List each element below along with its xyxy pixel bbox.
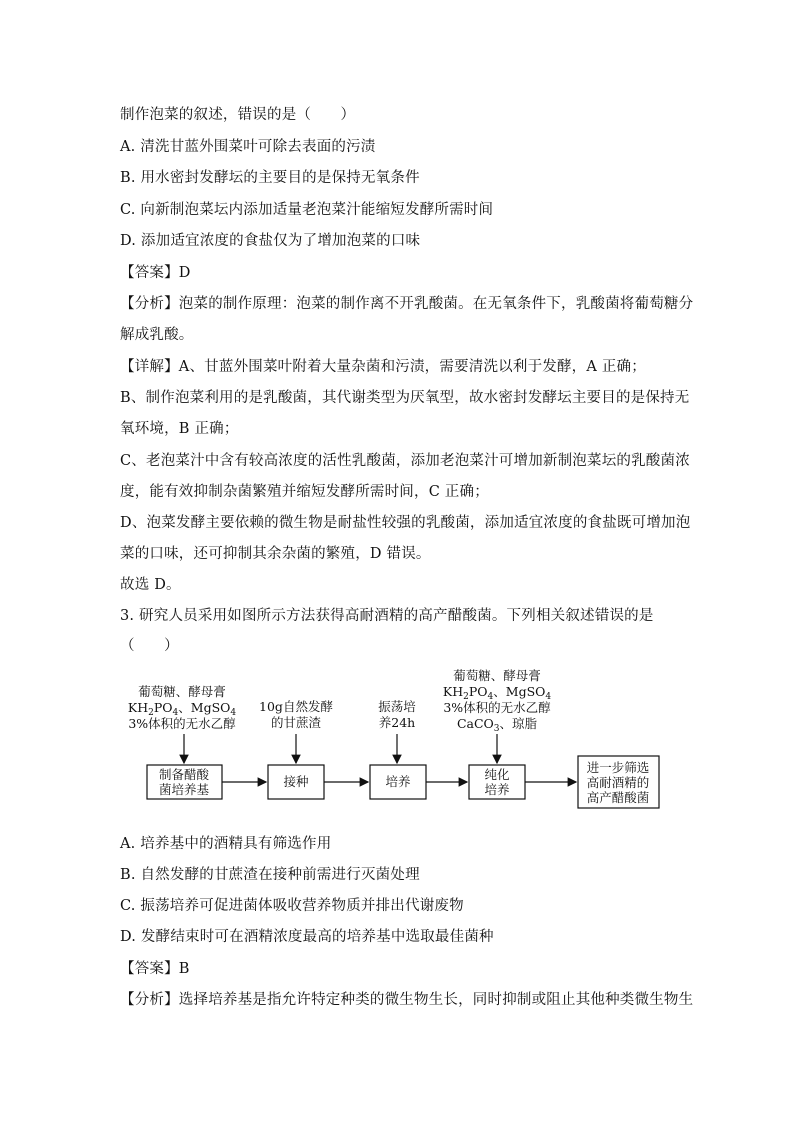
q3-option-a: A. 培养基中的酒精具有筛选作用 — [120, 836, 332, 852]
input1-line2: $KH_2PO_4$、MgSO$_4$ — [127, 700, 237, 718]
box2-label: 接种 — [283, 774, 309, 789]
q2-answer: 【答案】D — [120, 265, 191, 281]
q2-detail-line-1: 【详解】A、甘蓝外围菜叶附着大量杂菌和污渍，需要清洗以利于发酵，A 正确； — [120, 359, 646, 375]
box1-line1: 制备醋酸 — [158, 767, 210, 782]
box4-line1: 纯化 — [484, 767, 510, 782]
q2-analysis-line-2: 解成乳酸。 — [120, 327, 194, 343]
q2-option-d: D. 添加适宜浓度的食盐仅为了增加泡菜的口味 — [120, 233, 421, 249]
input4-line1: 葡萄糖、酵母膏 — [453, 668, 541, 683]
q3-option-d: D. 发酵结束时可在酒精浓度最高的培养基中选取最佳菌种 — [120, 929, 494, 945]
box-prepare-medium — [147, 765, 222, 799]
input3-line1: 振荡培 — [378, 699, 416, 714]
input4-line4: CaCO$_3$、琼脂 — [456, 716, 538, 734]
q2-detail-line-6: D、泡菜发酵主要依赖的微生物是耐盐性较强的乳酸菌，添加适宜浓度的食盐既可增加泡 — [120, 515, 691, 531]
q2-detail-line-4: C、老泡菜汁中含有较高浓度的活性乳酸菌，添加老泡菜汁可增加新制泡菜坛的乳酸菌浓 — [120, 453, 690, 469]
q2-option-b: B. 用水密封发酵坛的主要目的是保持无氧条件 — [120, 170, 420, 186]
box5-line3: 高产醋酸菌 — [586, 790, 650, 805]
box3-label: 培养 — [385, 774, 411, 789]
q2-stem-tail: 制作泡菜的叙述，错误的是（ ） — [120, 107, 356, 123]
q3-analysis: 【分析】选择培养基是指允许特定种类的微生物生长，同时抑制或阻止其他种类微生物生 — [120, 992, 694, 1008]
box-inoculate — [268, 765, 324, 799]
q2-detail-line-3: 氧环境，B 正确； — [120, 421, 239, 437]
box5-line1: 进一步筛选 — [586, 760, 650, 775]
q2-option-c: C. 向新制泡菜坛内添加适量老泡菜汁能缩短发酵所需时间 — [120, 202, 494, 218]
q2-detail-line-7: 菜的口味，还可抑制其余杂菌的繁殖，D 错误。 — [120, 546, 431, 562]
input4-line2: $KH_2PO_4$、MgSO$_4$ — [442, 684, 552, 702]
box-further-screen — [578, 756, 659, 808]
q2-option-a: A. 清洗甘蓝外围菜叶可除去表面的污渍 — [120, 139, 376, 155]
input4-line3: 3%体积的无水乙醇 — [443, 700, 551, 715]
input2-line1: 10g自然发酵 — [259, 699, 333, 714]
input3-line2: 养24h — [378, 715, 416, 730]
input1-line3: 3%体积的无水乙醇 — [128, 716, 236, 731]
q3-stem: 3. 研究人员采用如图所示方法获得高耐酒精的高产醋酸菌。下列相关叙述错误的是 — [120, 608, 654, 624]
box-purify — [469, 765, 525, 799]
q3-option-b: B. 自然发酵的甘蔗渣在接种前需进行灭菌处理 — [120, 867, 420, 883]
box5-line2: 高耐酒精的 — [586, 775, 650, 790]
box1-line2: 菌培养基 — [158, 782, 210, 797]
q2-detail-line-2: B、制作泡菜利用的是乳酸菌，其代谢类型为厌氧型，故水密封发酵坛主要目的是保持无 — [120, 390, 690, 406]
q2-conclusion: 故选 D。 — [120, 577, 181, 593]
q2-detail-line-5: 度，能有效抑制杂菌繁殖并缩短发酵所需时间，C 正确； — [120, 484, 489, 500]
input1-line1: 葡萄糖、酵母膏 — [138, 684, 226, 699]
box-culture — [370, 765, 426, 799]
q3-option-c: C. 振荡培养可促进菌体吸收营养物质并排出代谢废物 — [120, 898, 464, 914]
q2-analysis-line-1: 【分析】泡菜的制作原理：泡菜的制作离不开乳酸菌。在无氧条件下，乳酸菌将葡萄糖分 — [120, 296, 694, 312]
box4-line2: 培养 — [484, 782, 510, 797]
q3-answer: 【答案】B — [120, 961, 190, 977]
input2-line2: 的甘蔗渣 — [270, 715, 322, 730]
q3-stem-blank: （ ） — [120, 638, 179, 654]
